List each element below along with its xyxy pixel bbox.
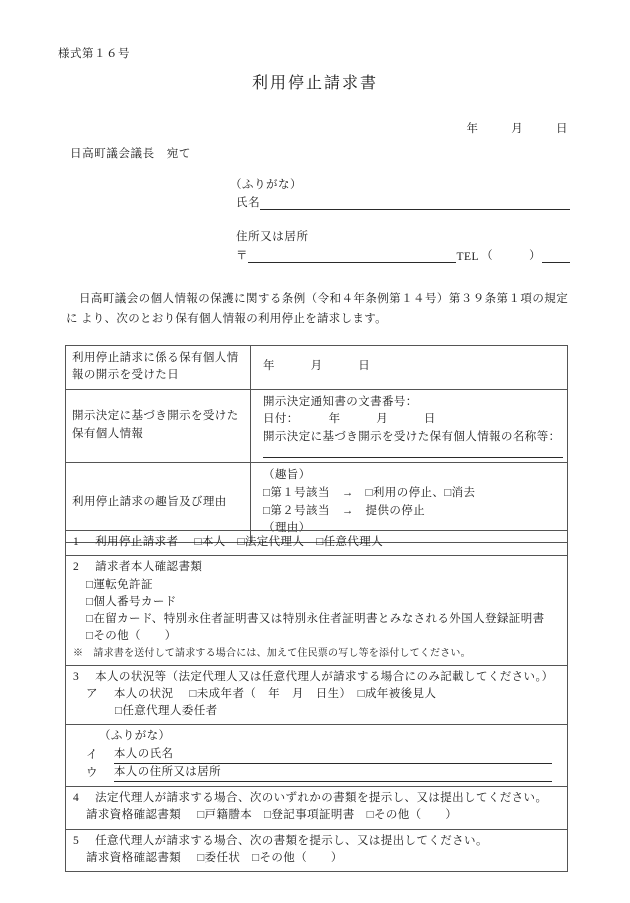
item-2-option-1[interactable]: □運転免許証 [86,578,153,591]
row-label-purpose-reason: 利用停止請求の趣旨及び理由 [66,462,251,542]
item-2-number: 2 [73,561,80,574]
tel-parens: （ ） [481,250,542,262]
page-title: 利用停止請求書 [251,75,378,92]
table-row [66,787,568,830]
table-row [66,665,568,725]
table-row [66,531,568,556]
disclosed-info-name-rule[interactable] [263,448,563,458]
row-value-disclosed-info[interactable] [251,389,568,462]
item-3-sub-i-input-rule[interactable] [173,752,552,764]
item-1-options[interactable]: □本人 □法定代理人 □任意代理人 [194,536,384,548]
item-1-title: 利用停止請求者 [95,536,179,548]
item-1-number: 1 [73,536,80,548]
row-value-disclosure-date[interactable] [251,346,568,390]
item-4-docs-options[interactable]: □戸籍謄本 □登記事項証明書 □その他（ ） [197,809,458,822]
item-3-sub-a-label: 本人の状況 [113,687,174,700]
requirements-table [65,530,568,872]
item-2-option-2[interactable]: □個人番号カード [86,595,177,608]
applicant-block [228,176,570,263]
item-4-docs-label: 請求資格確認書類 [86,809,182,822]
address-label: 住所又は居所 [236,231,309,243]
furigana-label: （ふりがな） [230,179,302,191]
item-3-sub-a-options-2[interactable]: □任意代理人委任者 [115,705,218,717]
item-1-line [73,534,560,551]
table-row [66,829,568,872]
item-5-docs-line [73,850,560,867]
item-4-number: 4 [73,792,80,804]
row-label-disclosed-info: 開示決定に基づき開示を受けた保有個人情報 [66,389,251,462]
notice-date: 日付： 年 月 日 [263,413,436,426]
address-input-rule[interactable] [248,250,456,263]
disclosure-info-table [65,345,568,543]
postal-mark-icon: 〒 [236,250,248,262]
item-3-sub-i-marker: イ [86,748,98,761]
disclosure-date-blank: 年 月 日 [263,360,371,373]
item-4-docs-line [73,807,560,824]
body-paragraph [66,289,568,329]
item-4-title: 法定代理人が請求する場合、次のいずれかの書類を提示し、又は提出してください。 [95,792,548,804]
item-4-cell [66,787,568,830]
item-3-name-address-cell [66,725,568,787]
purpose-option-2[interactable]: □第２号該当 → 提供の停止 [263,504,426,517]
item-3-sub-u-marker: ウ [86,766,98,779]
table-row [66,346,568,390]
item-5-line [73,833,560,850]
name-label: 氏名 [236,197,261,209]
table-row [66,389,568,462]
notice-document-number: 開示決定通知書の文書番号： [263,395,418,408]
item-5-docs-options[interactable]: □委任状 □その他（ ） [197,851,343,864]
body-paragraph-line-1: 日高町議会の個人情報の保護に関する条例（令和４年条例第１４号）第３９条第１項の規定に [66,293,568,326]
tel-label: TEL [456,251,480,263]
table-row [66,556,568,665]
item-3-furigana-label: （ふりがな） [99,730,171,743]
item-3-sub-u-row [73,764,560,782]
item-3-sub-i-row [73,746,560,764]
name-input-rule[interactable] [260,197,570,210]
item-3-sub-u-input-rule[interactable] [221,770,552,782]
item-3-sub-i-label: 本人の氏名 [114,746,174,764]
item-3-line [73,669,560,686]
reason-heading: （理由） [263,522,311,535]
item-3-number: 3 [73,670,80,683]
purpose-heading: （趣旨） [263,468,311,481]
item-2-title: 請求者本人確認書類 [95,561,203,574]
item-2-note: ※ 請求書を送付して請求する場合には、加えて住民票の写し等を添付してください。 [73,647,471,659]
item-5-number: 5 [73,834,80,847]
date-line [467,120,569,136]
item-2-option-4[interactable]: □その他（ ） [86,630,177,643]
date-month-label: 月 [511,123,524,135]
item-5-title: 任意代理人が請求する場合、次の書類を提示し、又は提出してください。 [95,834,488,847]
table-row [66,725,568,787]
name-field-row [228,194,570,210]
item-3-sub-a-options-1[interactable]: □未成年者（ 年 月 日生） □成年被後見人 [189,687,437,700]
item-5-docs-label: 請求資格確認書類 [86,851,182,864]
item-1-cell [66,531,568,556]
item-2-option-3[interactable]: □在留カード、特別永住者証明書又は特別永住者証明書とみなされる外国人登録証明書 [86,613,545,625]
item-3-cell [66,665,568,725]
form-number: 様式第１６号 [58,48,130,60]
item-3-title: 本人の状況等（法定代理人又は任意代理人が請求する場合にのみ記載してください。） [95,670,554,683]
date-day-label: 日 [556,123,568,135]
addressee: 日高町議会議長 宛て [70,148,191,160]
address-field-row [228,247,570,263]
purpose-option-1[interactable]: □第１号該当 → □利用の停止、□消去 [263,486,476,499]
tel-input-rule[interactable] [542,250,570,263]
row-label-disclosure-date: 利用停止請求に係る保有個人情報の開示を受けた日 [66,346,251,390]
item-3-sub-a-marker: ア [86,687,98,700]
item-4-line [73,790,560,807]
date-year-label: 年 [466,123,479,135]
item-2-cell [66,556,568,665]
item-3-sub-u-label: 本人の住所又は居所 [114,764,221,782]
body-paragraph-line-2: より、次のとおり保有個人情報の利用停止を請求します。 [81,313,387,326]
item-5-cell [66,829,568,872]
item-2-line [73,559,560,576]
disclosed-info-name: 開示決定に基づき開示を受けた保有個人情報の名称等： [263,431,561,444]
item-3-sub-a-line [73,686,560,703]
